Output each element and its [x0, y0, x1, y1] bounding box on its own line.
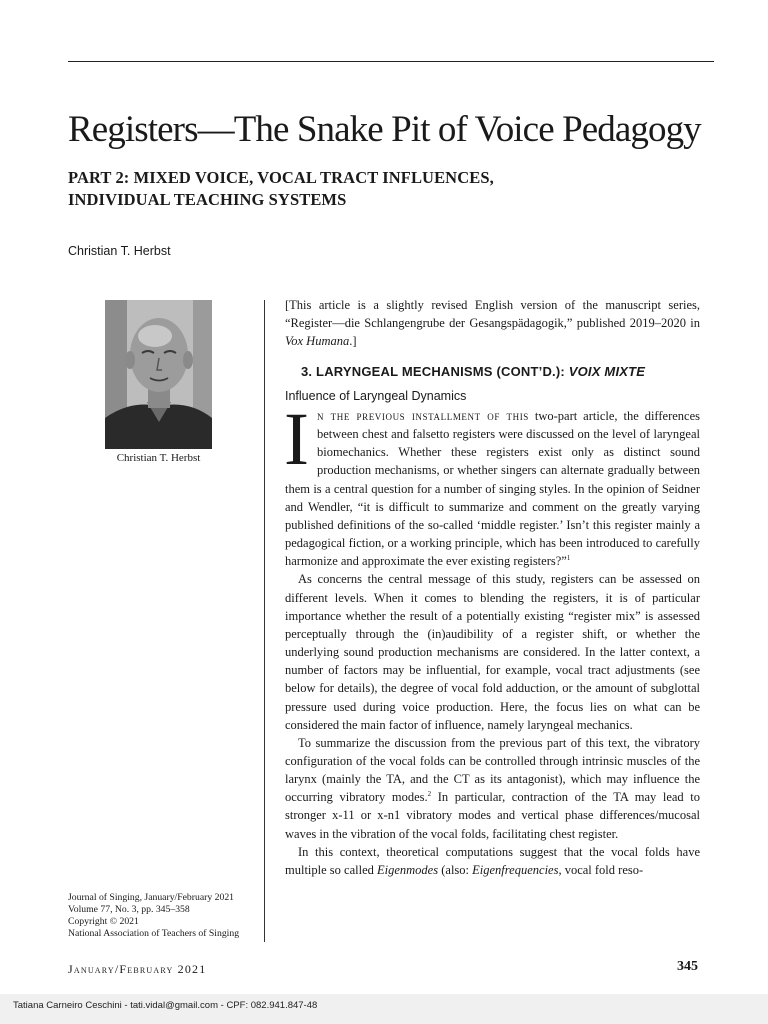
journal-citation-line: National Association of Teachers of Singing	[68, 928, 240, 939]
journal-citation	[68, 892, 258, 940]
section-heading-italic: VOIX MIXTE	[568, 364, 646, 379]
paragraph-italic: Eigenfrequencies	[472, 862, 559, 877]
author-photo	[105, 300, 212, 449]
footer-issue: January/February 2021	[68, 962, 207, 976]
article-subtitle	[68, 167, 628, 211]
paragraph-text: , vocal fold reso-	[558, 862, 644, 877]
subtitle-line-2: INDIVIDUAL TEACHING SYSTEMS	[68, 190, 347, 209]
paragraph-italic: Eigenmodes	[377, 862, 439, 877]
watermark-text: Tatiana Carneiro Ceschini - tati.vidal@gmail.com - CPF: 082.941.847-48	[13, 1000, 318, 1011]
drop-cap: I	[284, 398, 309, 481]
paragraph-text: two-part article, the differences between chest and falsetto registers were discussed on the level of laryngeal biomechanics. Whether these registers exist only as distinct sound production mechanisms, or whether singers can alternate gradually between them is a central question for a number of singing styles. In the opinion of Seidner and Wendler, “it is difficult to summarize and comment on the greatly varying published definitions of the so-called ‘middle register.’ Isn’t this register mainly a pedagogical fiction, or a working principle, which has been introduced to carefully harmonize and approximate the ever existing registers?”	[285, 409, 700, 569]
journal-citation-line: Journal of Singing, January/February 2021	[68, 892, 235, 903]
intro-italic: Vox Humana	[285, 334, 350, 348]
column-divider	[264, 300, 265, 942]
paragraph-text: (also:	[438, 862, 473, 877]
footnote-ref: 2	[427, 790, 432, 799]
sub-heading: Influence of Laryngeal Dynamics	[285, 389, 467, 403]
smallcaps-lead: n the previous installment of this	[316, 409, 529, 423]
body-text	[284, 398, 700, 879]
paragraph-text: To summarize the discussion from the previous part of this text, the vibratory configuration of the vocal folds can be controlled through intrinsic muscles of the larynx (mainly the TA, and the CT as its antagonist), which may influence the occurring vibratory modes.	[285, 735, 700, 805]
paragraph	[284, 398, 700, 570]
section-heading-text: 3. LARYNGEAL MECHANISMS (CONT’D.):	[301, 364, 569, 379]
article-title: Registers—The Snake Pit of Voice Pedagogy	[68, 109, 701, 150]
journal-citation-line: Copyright © 2021	[68, 916, 139, 927]
intro-text: [This article is a slightly revised English version of the manuscript series, “Register—die Schlangengrube der Gesangspädagogik,” published 2019–2020 in	[285, 298, 700, 330]
page-number: 345	[677, 959, 698, 974]
intro-note	[285, 296, 700, 350]
photo-caption: Christian T. Herbst	[116, 452, 201, 464]
paragraph-text: In particular, contraction of the TA may lead to stronger x-11 or x-n1 vibratory modes and vertical phase differences/mucosal waves in the vibration of the vocal folds, facilitating chest register.	[285, 790, 700, 841]
paragraph: As concerns the central message of this study, registers can be assessed on different levels. When it comes to blending the registers, it is of particular importance whether the result of a potentially existing “register mix” is assessed perceptually through the (in)audibility of a register shift, or whether the underlying sound production mechanisms are considered. In the latter context, a number of factors may be influential, for example, vocal tract adjustments (see below for details), the degree of vocal fold adduction, or the amount of subglottal pressure used during voice production. Here, the focus lies on what can be considered the main factor of influence, namely laryngeal mechanics.	[285, 572, 700, 732]
paragraph	[285, 843, 700, 879]
section-heading	[285, 364, 700, 379]
paragraph	[285, 734, 700, 843]
article-body	[285, 296, 700, 879]
intro-text-end: .]	[349, 334, 357, 348]
footnote-ref: 1	[566, 554, 571, 563]
journal-citation-line: Volume 77, No. 3, pp. 345–358	[68, 904, 190, 915]
paragraph-text: In this context, theoretical computations suggest that the vocal folds have multiple so called	[285, 844, 700, 877]
author-byline: Christian T. Herbst	[68, 244, 171, 258]
top-rule	[68, 61, 714, 62]
subtitle-line-1: PART 2: MIXED VOICE, VOCAL TRACT INFLUENCES,	[68, 168, 494, 187]
